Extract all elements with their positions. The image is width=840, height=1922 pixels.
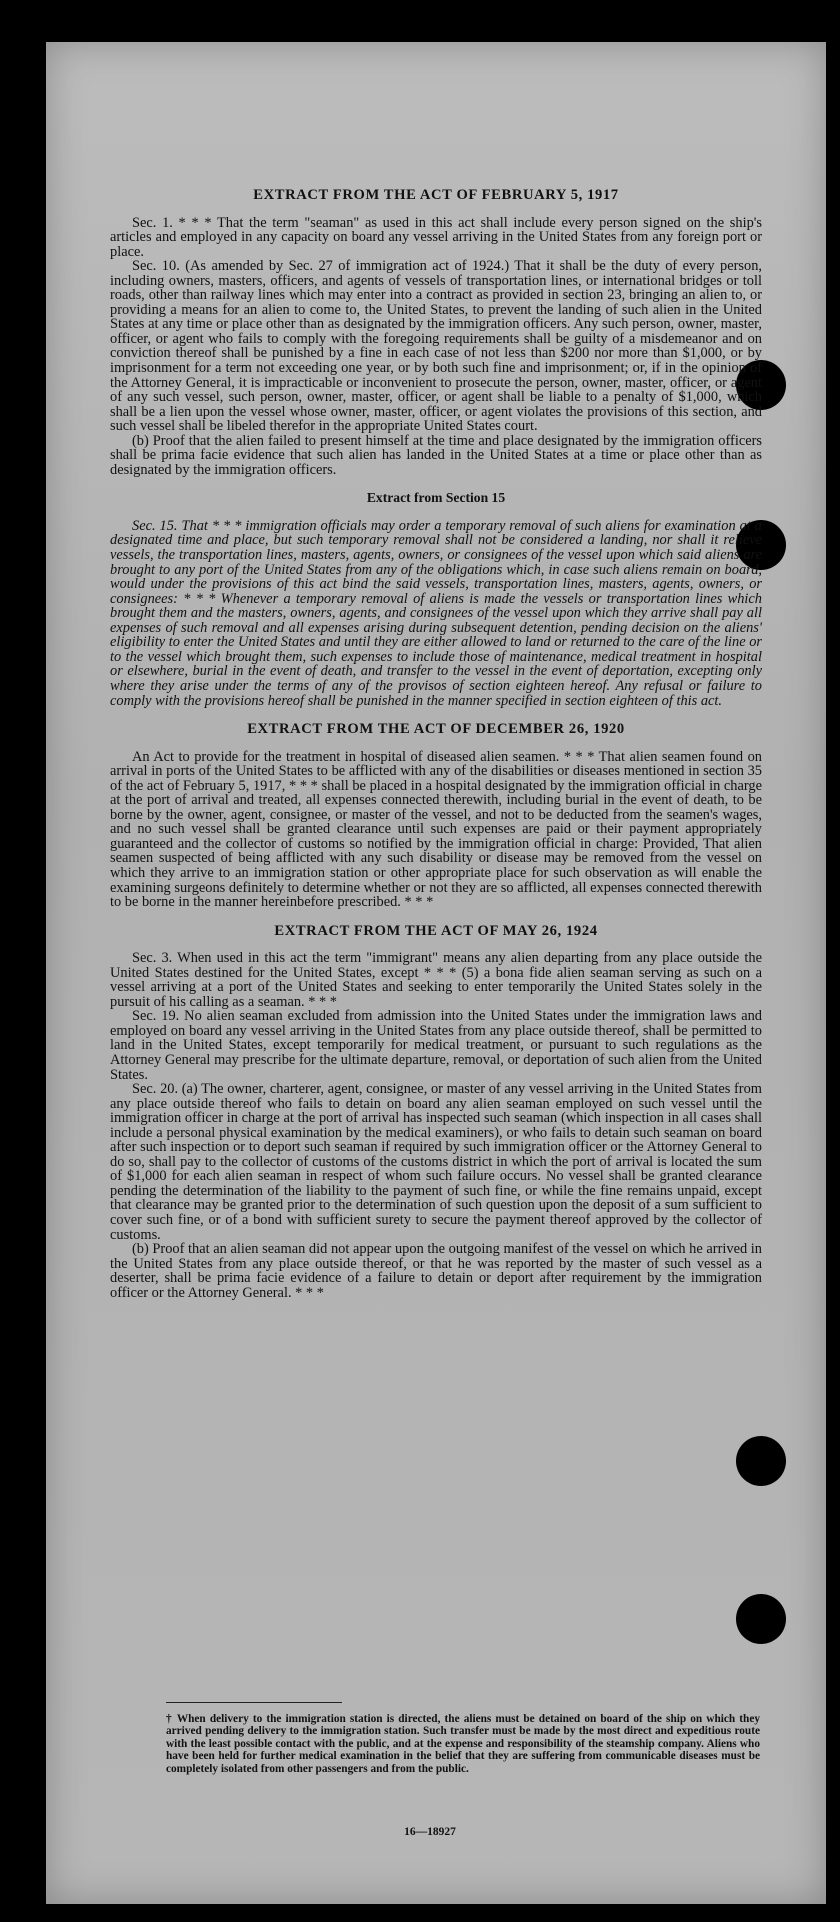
paragraph-sec-10-b: (b) Proof that the alien failed to present himself at the time and place designated by the immigration officers shall be prima facie evidence that such alien has landed in the United States at a time or place other than as designated by the immigration officers. [110, 432, 762, 478]
paragraph-act-1920: An Act to provide for the treatment in hospital of diseased alien seamen. * * * That alien seamen found on arrival in ports of the United States to be afflicted with any of the disabilities or diseases mentioned in section 35 of the act of February 5, 1917, * * * shall be placed in a hospital designated by the immigration official in charge at the port of arrival and treated, all expenses connected therewith, including burial in the event of death, to be borne by the owner, agent, consignee, or master of the vessel, and not to be deducted from the seamen's wages, and no such vessel shall be granted clearance until such expenses are paid or their payment appropriately guaranteed and the collector of customs so notified by the immigration official in charge: Provided, That alien seamen suspected of being afflicted with any such disability or disease may be removed from the vessel on which they arrive to an immigration station or other appropriate place for such observation as will enable the examining surgeons definitely to determine whether or not they are so afflicted, all expenses connected therewith to be borne in the manner hereinbefore prescribed. * * * [110, 748, 762, 911]
heading-act-1917: EXTRACT FROM THE ACT OF FEBRUARY 5, 1917 [253, 187, 619, 203]
footnote-divider [166, 1702, 342, 1703]
bleed-through-text [516, 90, 519, 104]
footnote [166, 1702, 760, 1775]
punch-hole-3 [736, 1436, 786, 1486]
document-body [110, 182, 762, 1300]
paragraph-sec-3: Sec. 3. When used in this act the term "immigrant" means any alien departing from any place outside the United States destined for the United States, except * * * (5) a bona fide alien seaman serving as such on a vessel arriving at a port of the United States and seeking to enter temporarily the United States solely in the pursuit of his calling as a seaman. * * * [110, 950, 762, 1010]
heading-act-1920: EXTRACT FROM THE ACT OF DECEMBER 26, 1920 [247, 721, 625, 738]
paragraph-sec-20-a: Sec. 20. (a) The owner, charterer, agent, consignee, or master of any vessel arriving in the United States from any place outside thereof who fails to detain on board any alien seaman employed on such vessel until the immigration officer in charge at the port of arrival has inspected such seaman (which inspection in all cases shall include a personal physical examination by the medical examiners), or who fails to detain such seaman on board after such inspection or to deport such seaman if required by such immigration officer or the Attorney General to do so, shall pay to the collector of customs of the customs district in which the port of arrival is located the sum of $1,000 for each alien seaman in respect of whom such failure occurs. No vessel shall be granted clearance pending the determination of the liability to the payment of such fine, or while the fine remains unpaid, except that clearance may be granted prior to the determination of such question upon the deposit of a sum sufficient to cover such fine, or of a bond with sufficient surety to secure the payment thereof approved by the collector of customs. [110, 1081, 762, 1243]
paragraph-sec-19: Sec. 19. No alien seaman excluded from admission into the United States under the immigration laws and employed on board any vessel arriving in the United States from any place outside thereof, shall be permitted to land in the United States, except temporarily for medical treatment, or pursuant to such regulations as the Attorney General may prescribe for the ultimate departure, removal, or deportation of such alien from the United States. [110, 1008, 762, 1083]
paragraph-sec-15: Sec. 15. That * * * immigration officials may order a temporary removal of such aliens for examination at a designated time and place, but such temporary removal shall not be considered a landing, nor shall it relieve vessels, the transportation lines, masters, agents, owners, or consignees of the vessel upon which said aliens are brought to any port of the United States from any of the obligations which, in case such aliens remain on board, would under the provisions of this act bind the said vessels, transportation lines, masters, agents, owners, or consignees: * * * Whenever a temporary removal of aliens is made the vessels or transportation lines which brought them and the masters, owners, agents, and consignees of the vessel upon which they arrive shall pay all expenses of such removal and all expenses arising during subsequent detention, pending decision on the aliens' eligibility to enter the United States and until they are either allowed to land or returned to the care of the line or to the vessel which brought them, such expenses to include those of maintenance, medical treatment in hospital or elsewhere, burial in the event of death, and transfer to the vessel in the event of deportation, excepting only where they arise under the terms of any of the provisos of section eighteen hereof. Any refusal or failure to comply with the provisions hereof shall be punished in the manner specified in section eighteen of this act. [110, 517, 762, 709]
paragraph-sec-20-b: (b) Proof that an alien seaman did not appear upon the outgoing manifest of the vessel on which he arrived in the United States from any place outside thereof, or that he was reported by the master of such vessel as a deserter, shall be prima facie evidence of a failure to detain or deport after requirement by the immigration officer or the Attorney General. * * * [110, 1241, 762, 1301]
paragraph-sec-10: Sec. 10. (As amended by Sec. 27 of immigration act of 1924.) That it shall be the duty of every person, including owners, masters, officers, and agents of vessels of transportation lines, or international bridges or toll roads, other than railway lines which may enter into a contract as provided in section 23, bringing an alien to, or providing a means for an alien to come to, the United States, to prevent the landing of such alien in the United States at any time or place other than as designated by the immigration officers. Any such person, owner, master, officer, or agent who fails to comply with the foregoing requirements shall be guilty of a misdemeanor and on conviction thereof shall be punished by a fine in each case of not less than $200 nor more than $1,000, or by imprisonment for a term not exceeding one year, or by both such fine and imprisonment; or, if in the opinion of the Attorney General, it is impracticable or inconvenient to prosecute the person, owner, master, officer, or agent of any such vessel, such person, owner, master, officer, or agent shall be liable to a penalty of $1,000, which shall be a lien upon the vessel whose owner, master, officer, or agent violates the provisions of this section, and such vessel shall be libeled therefor in the appropriate United States court. [110, 258, 762, 435]
heading-section-15: Extract from Section 15 [366, 490, 506, 506]
footnote-text: † When delivery to the immigration station is directed, the aliens must be detained on board of the ship on which they arrived pending delivery to the immigration station. Such transfer must be made by the most direct and expeditious route with the least possible contact with the public, and at the expense and responsibility of the steamship company. Aliens who have been held for further medical examination in the belief that they are suffering from communicable diseases must be completely isolated from other passengers and from the public. [166, 1713, 760, 1775]
heading-act-1924: EXTRACT FROM THE ACT OF MAY 26, 1924 [274, 922, 598, 939]
paragraph-sec-1: Sec. 1. * * * That the term "seaman" as used in this act shall include every person signed on the ship's articles and employed in any capacity on board any vessel arriving in the United States from any foreign port or place. [110, 214, 762, 260]
punch-hole-4 [736, 1594, 786, 1644]
document-page [46, 42, 826, 1904]
form-number: 16—18927 [404, 1826, 456, 1838]
